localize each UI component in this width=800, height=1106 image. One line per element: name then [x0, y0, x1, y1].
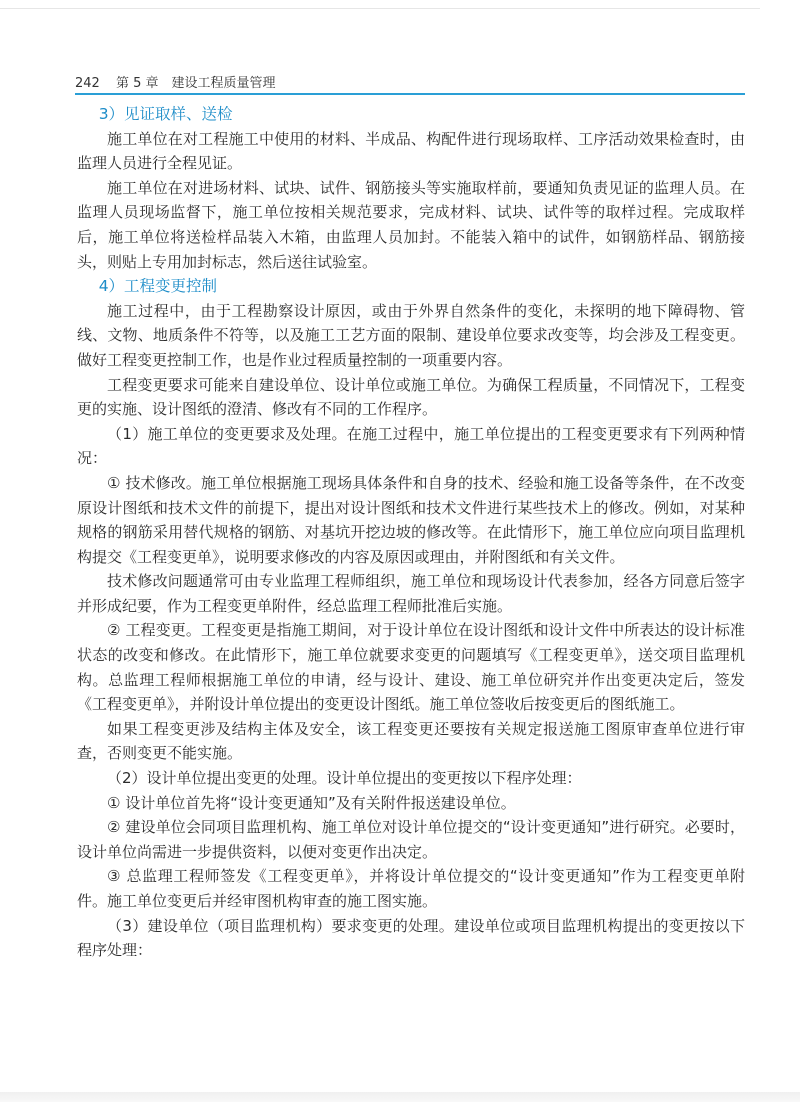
paragraph: ① 技术修改。施工单位根据施工现场具体条件和自身的技术、经验和施工设备等条件，在不改变原设计图纸和技术文件的前提下，提出对设计图纸和技术文件进行某些技术上的修改。例如，对某种规格的钢筋采用替代规格的钢筋、对基坑开挖边坡的修改等。在此情形下，施工单位应向项目监理机构提交《工程变更单》，说明要求修改的内容及原因或理由，并附图纸和有关文件。: [77, 473, 745, 566]
paragraph: 工程变更要求可能来自建设单位、设计单位或施工单位。为确保工程质量，不同情况下，工程变更的实施、设计图纸的澄清、修改有不同的工作程序。: [77, 375, 745, 419]
header-rule: [75, 93, 745, 95]
paragraph: 施工单位在对工程施工中使用的材料、半成品、构配件进行现场取样、工序活动效果检查时，由监理人员进行全程见证。: [77, 129, 745, 173]
page-header: [75, 72, 745, 94]
paragraph: ② 工程变更。工程变更是指施工期间，对于设计单位在设计图纸和设计文件中所表达的设计标准状态的改变和修改。在此情形下，施工单位就要求变更的问题填写《工程变更单》，送交项目监理机构。总监理工程师根据施工单位的申请，经与设计、建设、施工单位研究并作出变更决定后，签发《工程变更单》，并附设计单位提出的变更设计图纸。施工单位签收后按变更后的图纸施工。: [77, 621, 745, 714]
paragraph: （3）建设单位（项目监理机构）要求变更的处理。建设单位或项目监理机构提出的变更按以下程序处理：: [77, 916, 745, 960]
page-body: [77, 102, 745, 963]
paragraph: 技术修改问题通常可由专业监理工程师组织，施工单位和现场设计代表参加，经各方同意后签字并形成纪要，作为工程变更单附件，经总监理工程师批准后实施。: [77, 572, 745, 615]
page-edge-top: [0, 8, 760, 9]
paragraph: ② 建设单位会同项目监理机构、施工单位对设计单位提交的“设计变更通知”进行研究。必要时，设计单位尚需进一步提供资料，以便对变更作出决定。: [77, 818, 745, 861]
section-heading-change-control: 4）工程变更控制: [98, 277, 218, 296]
paragraph: ③ 总监理工程师签发《工程变更单》，并将设计单位提交的“设计变更通知”作为工程变更单附件。施工单位变更后并经审图机构审查的施工图实施。: [77, 867, 745, 910]
paragraph: ① 设计单位首先将“设计变更通知”及有关附件报送建设单位。: [107, 793, 516, 812]
chapter-title: 第 5 章 建设工程质量管理: [115, 76, 276, 91]
page-edge-bottom: [0, 1092, 800, 1102]
section-heading-witness-sampling: 3）见证取样、送检: [98, 105, 233, 123]
page-number: 242: [75, 76, 100, 91]
paragraph: 如果工程变更涉及结构主体及安全，该工程变更还要按有关规定报送施工图原审查单位进行审查，否则变更不能实施。: [77, 719, 745, 763]
paragraph: 施工单位在对进场材料、试块、试件、钢筋接头等实施取样前，要通知负责见证的监理人员。在监理人员现场监督下，施工单位按相关规范要求，完成材料、试块、试件等的取样过程。完成取样后，施工单位将送检样品装入木箱，由监理人员加封。不能装入箱中的试件，如钢筋样品、钢筋接头，则贴上专用加封标志，然后送往试验室。: [77, 178, 745, 271]
paragraph: （1）施工单位的变更要求及处理。在施工过程中，施工单位提出的工程变更要求有下列两种情况：: [77, 424, 745, 468]
paragraph: （2）设计单位提出变更的处理。设计单位提出的变更按以下程序处理：: [107, 769, 582, 788]
paragraph: 施工过程中，由于工程勘察设计原因，或由于外界自然条件的变化，未探明的地下障碍物、管线、文物、地质条件不符等，以及施工工艺方面的限制、建设单位要求改变等，均会涉及工程变更。做好工程变更控制工作，也是作业过程质量控制的一项重要内容。: [77, 301, 745, 369]
